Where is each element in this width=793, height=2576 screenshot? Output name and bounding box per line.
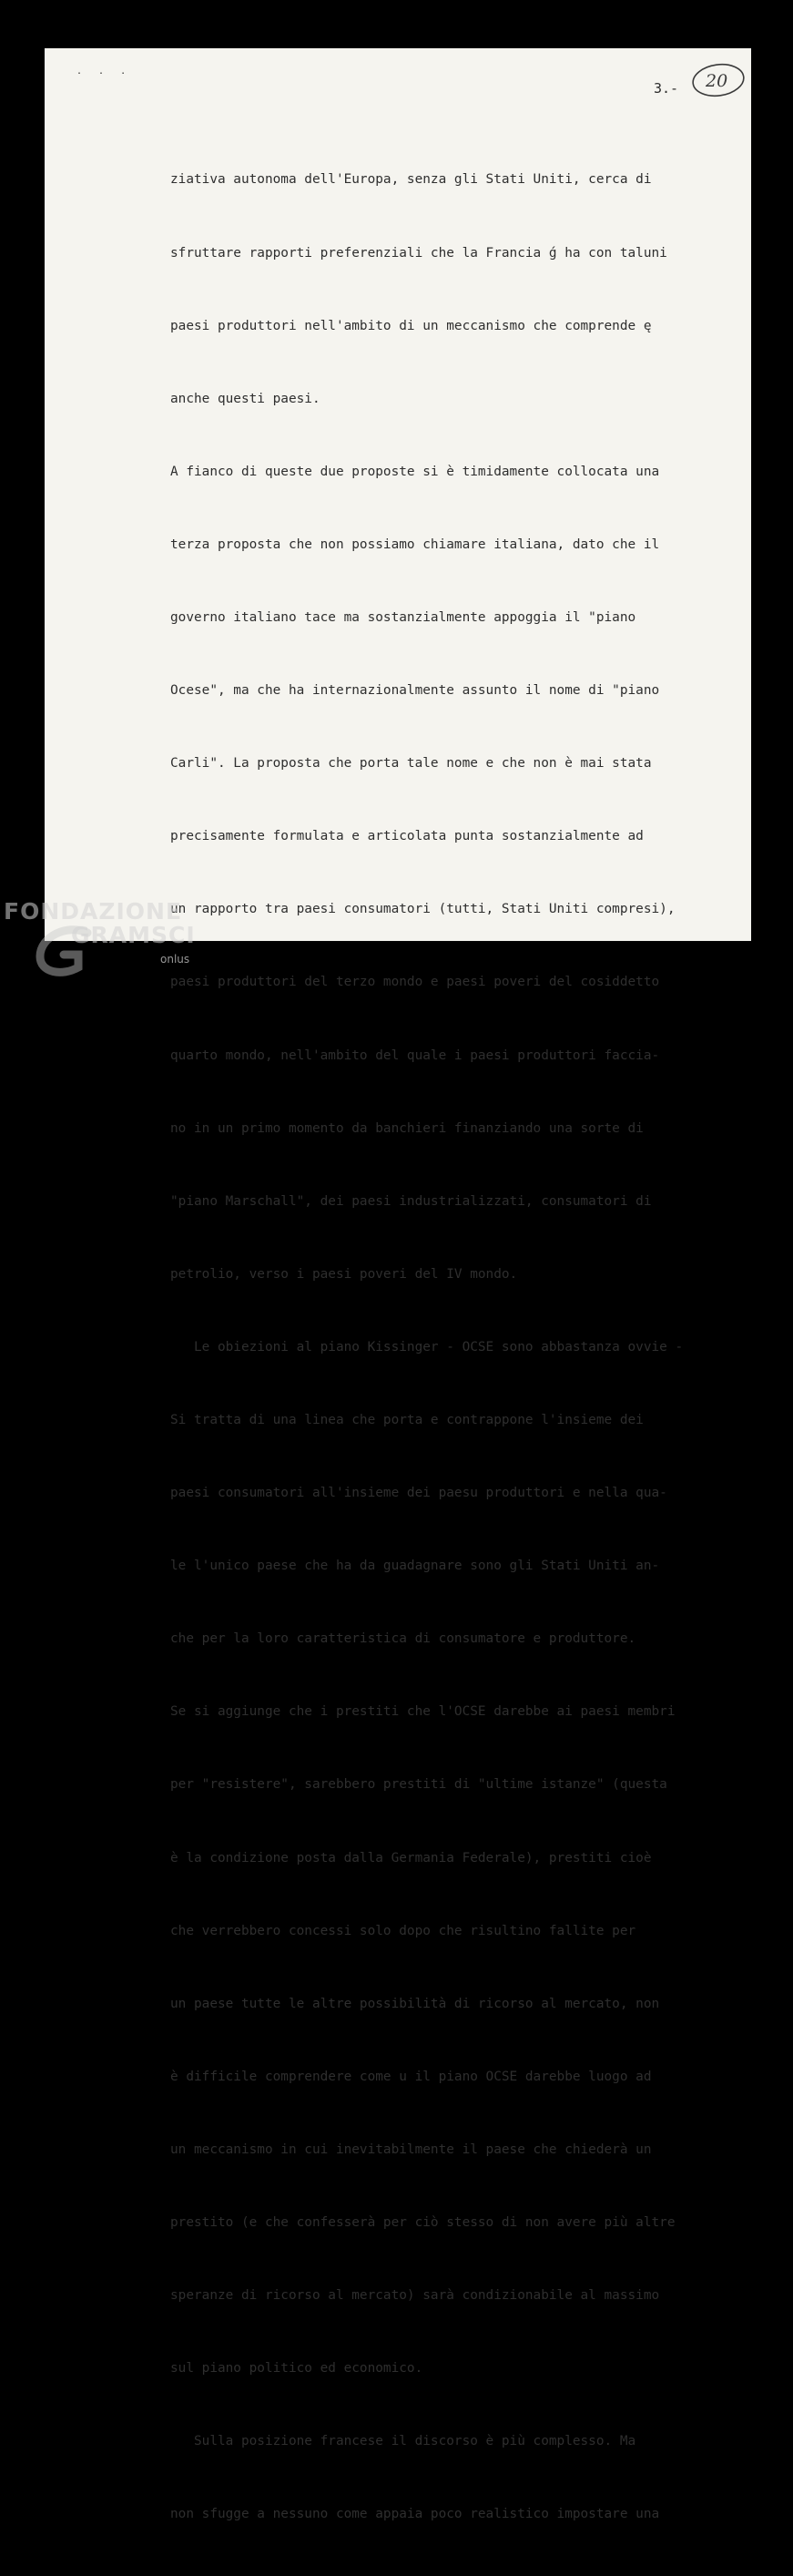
text-line: paesi consumatori all'insieme dei paesu produttori e nella qua- (170, 1486, 667, 1501)
watermark-line1: FONDAZIONE (4, 898, 183, 925)
text-line: sfruttare rapporti preferenziali che la Francia ǵ ha con taluni (170, 245, 667, 261)
scan-specks: . . . (76, 66, 132, 77)
handwritten-page-annotation (690, 62, 747, 98)
text-line: precisamente formulata e articolata punta sostanzialmente ad (170, 829, 644, 844)
text-line: A fianco di queste due proposte si è timidamente collocata una (170, 464, 660, 479)
text-line: Carli". La proposta che porta tale nome e che non è mai stata (170, 756, 652, 772)
text-line: Si tratta di una linea che porta e contrappone l'insieme dei (170, 1413, 644, 1427)
text-line: un rapporto tra paesi consumatori (tutti, Stati Uniti compresi), (170, 902, 676, 917)
handwritten-number: 20 (706, 71, 728, 91)
text-line: Ocese", ma che ha internazionalmente assunto il nome di "piano (170, 683, 660, 699)
page-number: 3.- (654, 80, 679, 97)
text-line: governo italiano tace ma sostanzialmente appoggia il "piano (170, 609, 636, 625)
watermark-line2: GRAMSCI (71, 922, 196, 948)
text-line: "piano Marschall", dei paesi industrializzati, consumatori di (170, 1193, 652, 1209)
text-line: paesi produttori nell'ambito di un meccanismo che comprende ę (170, 318, 652, 333)
text-line: prestito (e che confesserà per ciò stesso di non avere più altre (170, 2215, 676, 2231)
text-line: petrolio, verso i paesi poveri del IV mondo. (170, 1266, 518, 1282)
text-line: quarto mondo, nell'ambito del quale i paesi produttori faccia- (170, 1048, 660, 1063)
text-line: le l'unico paese che ha da guadagnare sono gli Stati Uniti an- (170, 1559, 660, 1574)
text-line: non sfugge a nessuno come appaia poco realistico impostare una (170, 2507, 660, 2522)
text-line: Se si aggiunge che i prestiti che l'OCSE darebbe ai paesi membri (170, 1704, 676, 1720)
text-line: ziativa autonoma dell'Europa, senza gli Stati Uniti, cerca di (170, 172, 652, 188)
text-line: speranze di ricorso al mercato) sarà condizionabile al massimo (170, 2288, 660, 2304)
text-line: che per la loro caratteristica di consumatore e produttore. (170, 1631, 636, 1647)
text-line: un paese tutte le altre possibilità di ricorso al mercato, non (170, 1996, 660, 2011)
text-line: Sulla posizione francese il discorso è più complesso. Ma (170, 2434, 636, 2449)
typed-text-block (170, 119, 753, 2576)
text-line: no in un primo momento da banchieri finanziando una sorte di (170, 1120, 644, 1136)
text-line: anche questi paesi. (170, 391, 320, 406)
watermark-suffix: onlus (160, 953, 190, 966)
text-line: che verrebbero concessi solo dopo che risultino fallite per (170, 1923, 636, 1938)
text-line: terza proposta che non possiamo chiamare italiana, dato che il (170, 537, 660, 552)
text-line: sul piano politico ed economico. (170, 2361, 423, 2377)
watermark-logo (4, 894, 204, 984)
text-line: per "resistere", sarebbero prestiti di "ultime istanze" (questa (170, 1777, 667, 1793)
text-line: è difficile comprendere come u il piano OCSE darebbe luogo ad (170, 2069, 652, 2084)
text-line: è la condizione posta dalla Germania Federale), prestiti cioè (170, 1850, 652, 1866)
text-line: un meccanismo in cui inevitabilmente il paese che chiederà un (170, 2142, 652, 2157)
text-line: Le obiezioni al piano Kissinger - OCSE sono abbastanza ovvie - (170, 1339, 684, 1354)
text-line: paesi produttori del terzo mondo e paesi poveri del cosiddetto (170, 975, 660, 990)
